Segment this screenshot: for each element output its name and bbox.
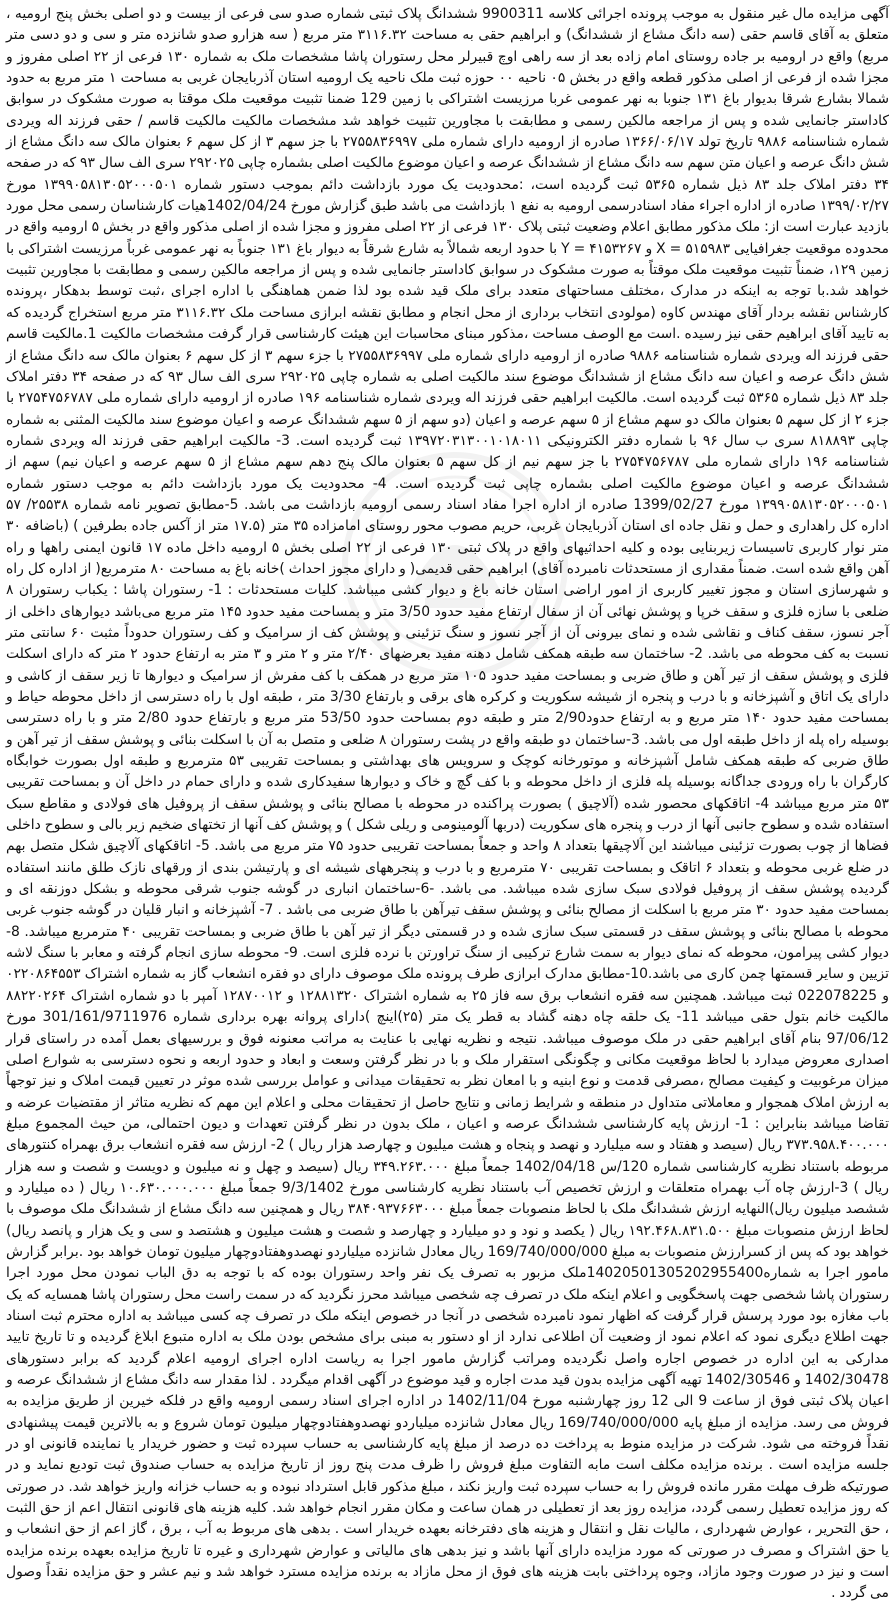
auction-notice-text: آگهی مزایده مال غیر منقول به موجب پرونده اجرائی کلاسه 9900311 ششدانگ پلاک ثبتی شماره صدو سی فرعی از بیست و دو اصلی بخش پنج ارومیه ، متعلق به آقای قاسم حقی (سه دانگ مشاع از ششدانگ) و ابراهیم حقی به مساحت ۳۱۱۶.۳۲ متر مربع ( سه هزارو صدو شانزده متر و سی و دو دسی متر مربع) واقع در ارومیه بر جاده روستای امام زاده بعد از سه راهی اوچ قبیرلر محل رستوران پاشا مشخصات ملک به شماره ۱۳۰ فرعی از ۲۲ اصلی مفروز و مجزا شده از فرعی از اصلی مذکور قطعه واقع در بخش ۰۵ ناحیه ۰۰ حوزه ثبت ملک ناحیه یک ارومیه استان آذربایجان غربی به مساحت ۱ متر مربع به حدود شمالا بشارع شرقا بدیوار باغ ۱۳۱ جنوبا به نهر عمومی غربا مرزیست اشتراکی با زمین 129 ضمنا تثبیت موقعیت ملک موقتا به صورت مشکوک در سوابق کاداستر جانمایی شده و پس از مراجعه مالکین رسمی و مطابقت با مجاورین تثبیت خواهد شد مشخصات مالکیت مالکیت قاسم / حقی فرزند اله ویردی شماره شناسنامه ۹۸۸۶ تاریخ تولد ۱۳۶۶/۰۶/۱۷ صادره از ارومیه دارای شماره ملی ۲۷۵۵۸۳۶۹۹۷ با جز سهم ۳ از کل سهم ۶ بعنوان مالک سه دانگ مشاع از شش دانگ عرصه و اعیان متن سهم سه دانگ مشاع از ششدانگ عرصه و اعیان موضوع مالکیت اصلی بشماره چاپی ۲۹۲۰۲۵ سری الف سال ۹۳ که در صفحه ۳۴ دفتر املاک جلد ۸۳ ذیل شماره ۵۳۶۵ ثبت گردیده است، :محدودیت یک مورد بازداشت دائم بموجب دستور شماره ۱۳۹۹۰۵۸۱۳۰۵۲۰۰۰۵۰۱ مورخ ۱۳۹۹/۰۲/۲۷ صادره از اداره اجراء مفاد اسنادرسمی ارومیه به نفع ۱ بازداشت می باشد طبق گزارش مورخ 1402/04/24هیات کارشناسان رسمی محل مورد بازدید عبارت است از: ملک مذکور مطابق اعلام وضعیت ثبتی پلاک ۱۳۰ فرعی از ۲۲ اصلی مفروز و مجزا شده از اصلی مذکور واقع در بخش ۵ ارومیه واقع در محدوده موقعیت جغرافیایی ۵۱۵۹۸۳ = X و ۴۱۵۳۲۶۷ = Y با حدود اربعه شمالاً به شارع شرقاً به دیوار باغ ۱۳۱ جنوباً به نهر عمومی غرباً مرزیست اشتراکی با زمین ۱۲۹، ضمناً تثبیت موقعیت ملک موقتاً به صورت مشکوک در سوابق کاداستر جانمایی شده و پس از مراجعه مالکین رسمی و مطابقت با مجاورین تثبیت خواهد شد.با توجه به اینکه در مدارک ،مختلف مساحتهای متعدد برای ملک قید شده بود لذا ضمن هماهنگی با اداره اجرای ،ثبت توسط بدهکار ،پرونده کارشناس نقشه بردار آقای مهندس کاوه (مولودی انتخاب برداری از محل انجام و مطابق نقشه ابرازی مساحت ملک ۳۱۱۶.۳۲ متر مربع استخراج گردیده که به تایید آقای ابراهیم حقی نیز رسیده .است مع الوصف مساحت ،مذکور مبنای محاسبات این هیئت کارشناسی قرار گرفت مشخصات مالکیت 1.مالکیت قاسم حقی فرزند اله ویردی شماره شناسنامه ۹۸۸۶ صادره از ارومیه دارای شماره ملی ۲۷۵۵۸۳۶۹۹۷ با جزء سهم ۳ از کل سهم ۶ بعنوان مالک سه دانگ مشاع از شش دانگ عرصه و اعیان سه دانگ مشاع از ششدانگ موضوع سند مالکیت اصلی به شماره چاپی ۲۹۲۰۲۵ سری الف سال ۹۳ که در صفحه ۳۴ دفتر املاک جلد ۸۳ ذیل شماره ۵۳۶۵ ثبت گردیده است. مالکیت ابراهیم حقی فرزند اله ویردی شماره شناسنامه ۱۹۶ صادره از ارومیه دارای شماره ملی ۲۷۵۴۷۵۶۷۸۷ با جزء ۲ از کل سهم ۵ بعنوان مالک دو سهم مشاع از ۵ سهم عرصه و اعیان (دو سهم از ۵ سهم ششدانگ عرصه و اعیان موضوع سند مالکیت المثنی به شماره چاپی ۸۱۸۸۹۳ سری ب سال ۹۶ با شماره دفتر الکترونیکی ۱۳۹۷۲۰۳۱۳۰۰۱۰۱۸۰۱۱ ثبت گردیده است. 3- مالکیت ابراهیم حقی فرزند اله ویردی شماره شناسنامه ۱۹۶ دارای شماره ملی ۲۷۵۴۷۵۶۷۸۷ با جز سهم نیم از کل سهم ۵ بعنوان مالک پنج دهم سهم مشاع از ۵ سهم عرصه و اعیان نیم) سهم از ششدانگ عرصه و اعیان موضوع مالکیت اصلی بشماره چاپی ثبت گردیده است. 4- محدودیت یک مورد بازداشت دائم به موجب دستور شماره ۱۳۹۹۰۵۸۱۳۰۵۲۰۰۰۵۰۱ مورخ 1399/02/27 صادره از اداره اجرا مفاد اسناد رسمی ارومیه بازداشت می باشد. 5-مطابق تصویر نامه شماره ۲۵۵۳۸/ ۵۷ اداره کل راهداری و حمل و نقل جاده ای استان آذربایجان غربی، حریم مصوب محور روستای امامزاده ۳۵ متر (۱۷.۵ متر از آکس جاده بطرفین ) (باضافه ۳۰ متر نوار کاربری تاسیسات زیربنایی بوده و کلیه احداثیهای واقع در پلاک ثبتی ۱۳۰ فرعی از ۲۲ اصلی بخش ۵ ارومیه داخل ماده ۱۷ قانون ایمنی راهها و راه آهن واقع شده است. ضمناً مقداری از مستحدثات نامبرده آقای) ابراهیم حقی قدیمی( و دارای مجوز احداث )خانه باغ به مساحت ۸۰ مترمربع( از اداره کل راه و شهرسازی استان و مجوز تغییر کاربری از امور اراضی استان خانه باغ و دیوار کشی میباشد. کلیات مستحدثات : 1- رستوران پاشا : یکباب رستوران ۸ ضلعی با سازه فلزی و سقف خرپا و پوشش نهائی آن از سفال ارتفاع مفید حدود 3/50 متر و بمساحت مفید حدود ۱۴۵ متر مربع می‌باشد دیوارهای داخلی از آجر نسوز، سقف کناف و نقاشی شده و نمای بیرونی آن از آجر نسوز و سنگ تزئینی و پوشش کف از سرامیک و کف رستوران حدوداً مثبت ۶۰ سانتی متر نسبت به کف محوطه می باشد. 2- ساختمان سه طبقه همکف شامل دهنه مفید بعرضهای ۲/۴۰ متر و ۲ متر و ۳ متر به ارتفاع حدود ۲ متر که دارای اسکلت فلزی و پوشش سقف از تیر آهن و طاق ضربی و بمساحت مفید حدود ۱۰۵ متر مربع در همکف با کف مفرش از سرامیک و دیوارها تا زیر سقف از کاشی و دارای یک اتاق و آشپزخانه و با درب و پنجره از شیشه سکوریت و کرکره های برقی و بارتفاع 3/30 متر ، طبقه اول با راه دسترسی از داخل محوطه حیاط و بمساحت مفید حدود ۱۴۰ متر مربع و به ارتفاع حدود2/90 متر و طبقه دوم بمساحت حدود 53/50 متر مربع و بارتفاع حدود 2/80 متر و با راه دسترسی بوسیله راه پله از داخل طبقه اول می باشد. 3-ساختمان دو طبقه واقع در پشت رستوران ۸ ضلعی و متصل به آن با اسکلت بنائی و پوشش سقف از تیر آهن و طاق ضربی که طبقه همکف شامل آشپزخانه و موتورخانه کوچک و سرویس های بهداشتی و بمساحت تقریبی ۵۳ مترمربع و طبقه اول بصورت خوابگاه کارگران با راه ورودی جداگانه بوسیله پله فلزی از داخل محوطه و با کف گچ و خاک و دیوارها سفیدکاری شده و دارای حمام در داخل آن و بمساحت تقریبی ۵۳ متر مربع میباشد 4- اتاقکهای محصور شده (آلاچیق ) بصورت پراکنده در محوطه با مصالح بنائی و پوشش سقف از پروفیل های فولادی و مقاطع سبک استفاده شده و سطوح جانبی آنها از درب و پنجره های سکوریت (دربها آلومینومی و ریلی شکل ) و پوشش کف آنها از تختهای ضخیم زیر بالی و سطوح داخلی فضاها از چوب بصورت تزئینی میباشند این آلاچیقها بتعداد ۸ واحد و جمعاً بمساحت تقریبی حدود ۷۵ متر مربع می باشد. 5- اتاقکهای آلاچیق شکل متصل بهم در ضلع غربی محوطه و بتعداد ۶ اتاقک و بمساحت تقریبی ۷۰ مترمربع و با درب و پنجرههای شیشه ای و پارتیشن بندی از ورقهای نازک طلق مانند استفاده گردیده پوشش سقف از پروفیل فولادی سبک سازی شده میباشد. می باشد. -6-ساختمان انباری در گوشه جنوب شرقی محوطه و بشکل دوزنقه ای و بمساحت مفید حدود ۳۰ متر مربع با اسکلت از مصالح بنائی و پوشش سقف تیرآهن با طاق ضربی می باشد . 7- آشپزخانه و انبار قلیان در گوشه جنوب غربی محوطه با مصالح بنائی و پوشش سقف در قسمتی سبک سازی شده و در قسمتی دیگر از تیر آهن با طاق ضربی و بمساحت تقریبی ۴۰ مترمربع میباشد. 8-دیوار کشی پیرامون، محوطه که نمای دیوار به سمت شارع ترکیبی از سنگ تراورتن با نرده فلزی است. 9- محوطه سازی انجام گرفته و معابر با سنگ لاشه تزیین و سایر قسمتها چمن کاری می باشد.10-مطابق مدارک ابرازی طرف پرونده ملک موصوف دارای دو فقره انشعاب گاز به شماره اشتراک ۰۲۲۰۸۶۴۵۵۳ و 022078225 ثبت میباشد. همچنین سه فقره انشعاب برق سه فاز ۲۵ به شماره اشتراک ۱۲۸۸۱۳۲۰ و ۱۲۸۷۰۰۱۲ آمپر با دو شماره اشتراک ۸۸۲۲۰۲۶۴ مالکیت خانم بتول حقی میباشد 11- یک حلقه چاه دهنه گشاد به قطر یک متر (۲۵)اینچ )دارای پروانه بهره برداری شماره 301/161/9711976 مورخ 97/06/12 بنام آقای ابراهیم حقی در ملک موصوف میباشد. نتیجه و نظریه نهایی با عنایت به مراتب معنونه فوق و بررسیهای بعمل آمده در راستای قرار اصداری معروض میدارد با لحاظ موقعیت مکانی و چگونگی استقرار ملک و با در نظر گرفتن وسعت و ابعاد و حدود اربعه و نحوه دسترسی به شوارع اصلی میزان مرغوبیت و کیفیت مصالح ،مصرفی قدمت و نوع ابنیه و با امعان نظر به تحقیقات میدانی و عوامل بررسی شده موثر در تعیین قیمت املاک و نیز توجهاً به ارزش املاک همجوار و معاملاتی متداول در منطقه و شرایط زمانی و نتایج حاصل از تحقیقات محلی و اعلام این مهم که نظریه متاثر از مقتضیات عرضه و تقاضا میباشد بنابراین : 1- ارزش پایه کارشناسی ششدانگ عرصه و اعیان ، ملک بدون در نظر گرفتن تعهدات و دیون احتمالی، من حیث المجموع مبلغ ۳۷۳.۹۵۸.۴۰۰.۰۰۰ ریال (سیصد و هفتاد و سه میلیارد و نهصد و پنجاه و هشت میلیون و چهارصد هزار ریال ) 2- ارزش سه فقره انشعاب برق بهمراه کنتورهای مربوطه باستناد نظریه کارشناسی شماره 120/س 1402/04/18 جمعاً مبلغ ۳۴۹.۲۶۳.۰۰۰ ریال (سیصد و چهل و نه میلیون و دویست و شصت و سه هزار ریال ) 3-ارزش چاه آب بهمراه متعلقات و ارزش تخصیص آب باستناد نظریه کارشناسی مورخ 9/3/1402 جمعاً مبلغ ۱۰.۶۳۰.۰۰۰.۰۰۰ ریال ( ده میلیارد و ششصد میلیون ریال)النهایه ارزش ششدانگ ملک با لحاظ منصوبات جمعاً مبلغ ۳۸۴۰۹۳۷۶۶۳۰۰۰ ریال و همچنین سه دانگ مشاع از ششدانگ ملک موصوف با لحاظ ارزش منصوبات مبلغ ۱۹۲.۴۶۸.۸۳۱.۵۰۰ ریال ( یکصد و نود و دو میلیارد و چهارصد و شصت و هشت میلیون و هشتصد و سی و یک هزار و پانصد ریال) خواهد بود که پس از کسرارزش منصوبات به مبلغ 169/740/000/000 ریال معادل شانزده میلیاردو نهصدوهفتادوچهار میلیون تومان خواهد بود .برابر گزارش مامور اجرا به شماره14020501305202955400‌ملک مزبور به تصرف یک نفر واحد رستوران بوده که با توجه به دق الباب نمودن محل مورد اجرا رستوران پاشا شخصی جهت پاسخگویی و اعلام اینکه ملک در تصرف چه شخصی میباشد محرز نگردید که در سمت راست محل رستوران پاشا همسایه که یک باب مغازه بود مورد پرسش قرار گرفت که اظهار نمود نامبرده شخصی در آنجا در خصوص اینکه ملک در تصرف چه کسی میباشد به اداره محترم ثبت اسناد جهت اطلاع دیگری نمود که اعلام نمود از وضعیت آن اطلاعی ندارد از او دستور به مبنی برای مشخص بودن ملک به اداره متبوع ابلاغ گردیده و تا تاریخ تایید مدارکی به این اداره در خصوص اجاره واصل نگردیده ومراتب گزارش مامور اجرا به ریاست اداره اجرای ارومیه اعلام گردید که برابر دستورهای 1402/30478 و 1402/30546 تهیه آگهی مزایده بدون قید مدت اجاره و قید موضوع در آگهی اقدام میگردد . لذا مقدار سه دانگ مشاع از ششدانگ عرصه و اعیان پلاک ثبتی فوق از ساعت 9 الی 12 روز چهارشنبه مورخ 1402/11/04 در اداره اجرای اسناد رسمی ارومیه واقع در فلکه خیرین از طریق مزایده به فروش می رسد. مزایده از مبلغ پایه 169/740/000/000 ریال معادل شانزده میلیاردو نهصدوهفتادوچهار میلیون تومان شروع و به بالاترین قیمت پیشنهادی نقداً فروخته می شود. شرکت در مزایده منوط به پرداخت ده درصد از مبلغ پایه کارشناسی به حساب سپرده ثبت و حضور خریدار یا نماینده قانونی او در جلسه مزایده است . برنده مزایده مکلف است مابه التفاوت مبلغ فروش را ظرف مدت پنج روز از تاریخ مزایده به حساب صندوق ثبت تودیع نماید و در صورتیکه ظرف مهلت مقرر مانده فروش را به حساب سپرده ثبت واریز نکند ، مبلغ مذکور قابل استرداد نبوده و به حساب خزانه واریز خواهد شد. در صورتی که روز مزایده تعطیل رسمی گردد، مزایده روز بعد از تعطیلی در همان ساعت و مکان مقرر انجام خواهد شد. کلیه هزینه های قانونی انتقال اعم از حق الثبت ، حق التحریر ، عوارض شهرداری ، مالیات نقل و انتقال و هزینه های دفترخانه بعهده خریدار است . بدهی های مربوط به آب ، برق ، گاز اعم از حق انشعاب و یا حق اشتراک و مصرف در صورتی که مورد مزایده دارای آنها باشد و نیز بدهی های مالیاتی و عوارض شهرداری و غیره تا تاریخ مزایده بعهده برنده مزایده است و نیز در صورت وجود مازاد، وجوه پرداختی بابت هزینه های فوق از محل مازاد به برنده مزایده مسترد خواهد شد و نیم عشر و حق مزایده نقداً وصول می گردد . xyxy=(6,6,890,1602)
